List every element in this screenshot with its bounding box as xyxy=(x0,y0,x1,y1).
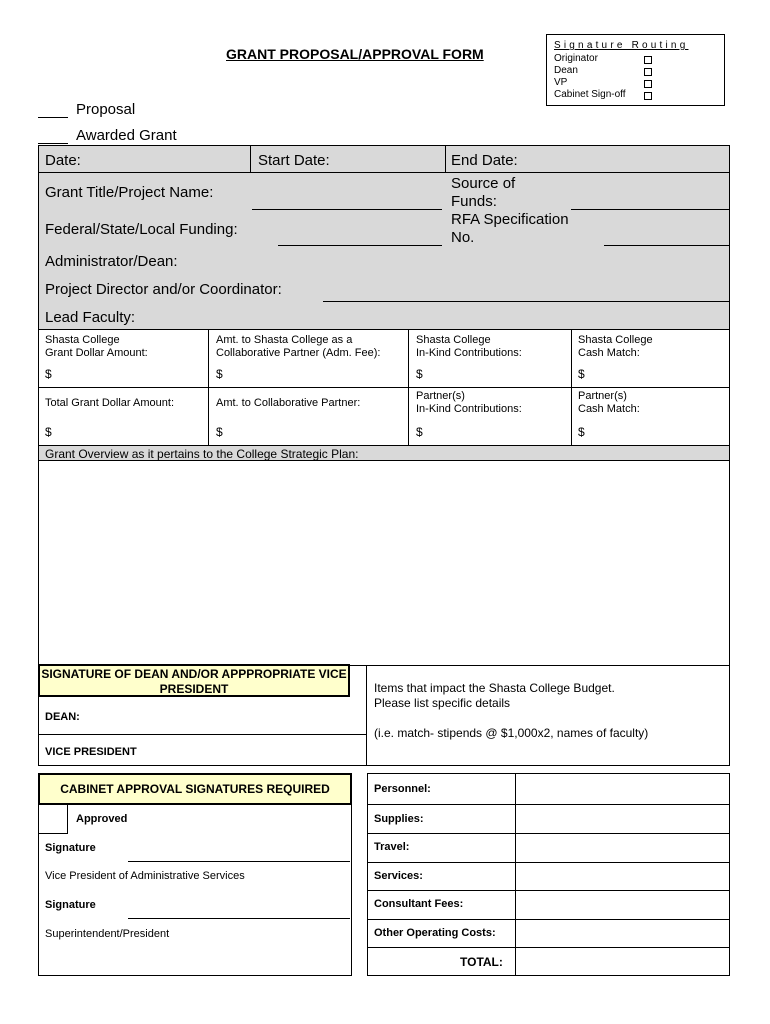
dean-signature-header: SIGNATURE OF DEAN AND/OR APPPROPRIATE VICE PRESIDENT xyxy=(38,664,350,697)
budget-supplies: Supplies: xyxy=(374,813,424,825)
vp-admin-label: Vice President of Administrative Services xyxy=(45,870,245,882)
funding-field[interactable] xyxy=(278,245,442,246)
inkind-label: Shasta College In-Kind Contributions: xyxy=(416,334,522,359)
dean-label: DEAN: xyxy=(45,711,80,723)
dollar-sign[interactable]: $ xyxy=(578,367,585,381)
vp-label: VICE PRESIDENT xyxy=(45,746,137,758)
checkbox-icon[interactable] xyxy=(644,80,652,88)
approved-checkbox[interactable] xyxy=(38,805,68,834)
rfa-label: RFA Specification No. xyxy=(451,211,569,246)
funding-label: Federal/State/Local Funding: xyxy=(45,221,238,238)
date-label: Date: xyxy=(45,152,81,169)
grant-dollar-label: Shasta College Grant Dollar Amount: xyxy=(45,334,148,359)
cabinet-header: CABINET APPROVAL SIGNATURES REQUIRED xyxy=(38,773,352,805)
budget-note-line3: (i.e. match- stipends @ $1,000x2, names of faculty) xyxy=(374,726,649,740)
overview-label: Grant Overview as it pertains to the College Strategic Plan: xyxy=(45,447,359,461)
form-title: GRANT PROPOSAL/APPROVAL FORM xyxy=(226,46,484,62)
admin-dean-label: Administrator/Dean: xyxy=(45,253,178,270)
budget-services: Services: xyxy=(374,870,423,882)
grant-title-label: Grant Title/Project Name: xyxy=(45,184,214,201)
vp-admin-signature-field[interactable] xyxy=(128,861,350,862)
budget-total: TOTAL: xyxy=(460,955,503,969)
source-of-funds-field[interactable] xyxy=(571,209,729,210)
lead-faculty-label: Lead Faculty: xyxy=(45,309,136,326)
collab-partner-label: Amt. to Collaborative Partner: xyxy=(216,397,361,409)
director-field[interactable] xyxy=(323,301,729,302)
cash-match-label: Shasta College Cash Match: xyxy=(578,334,653,359)
signature-routing-box xyxy=(546,34,725,106)
date-row xyxy=(38,145,730,173)
dollar-sign[interactable]: $ xyxy=(416,425,423,439)
adm-fee-label: Amt. to Shasta College as a Collaborative Partner (Adm. Fee): xyxy=(216,334,381,359)
budget-consultant: Consultant Fees: xyxy=(374,898,464,910)
routing-header: Signature Routing xyxy=(554,40,689,51)
director-label: Project Director and/or Coordinator: xyxy=(45,281,282,298)
overview-textarea[interactable] xyxy=(38,461,730,666)
proposal-check-line[interactable] xyxy=(38,117,68,118)
budget-travel: Travel: xyxy=(374,841,410,853)
budget-note-line2: Please list specific details xyxy=(374,696,511,710)
partner-cash-label: Partner(s) Cash Match: xyxy=(578,390,640,415)
routing-cabinet: Cabinet Sign-off xyxy=(554,89,626,100)
total-grant-label: Total Grant Dollar Amount: xyxy=(45,397,175,409)
budget-personnel: Personnel: xyxy=(374,783,431,795)
superintendent-label: Superintendent/President xyxy=(45,928,170,940)
dollar-sign[interactable]: $ xyxy=(578,425,585,439)
routing-dean: Dean xyxy=(554,65,578,76)
dollar-sign[interactable]: $ xyxy=(45,367,52,381)
checkbox-icon[interactable] xyxy=(644,92,652,100)
source-of-funds-label: Source of Funds: xyxy=(451,175,516,210)
budget-note-line1: Items that impact the Shasta College Budget. xyxy=(374,681,615,695)
dean-signature-field[interactable] xyxy=(38,734,366,735)
dollar-sign[interactable]: $ xyxy=(45,425,52,439)
partner-inkind-label: Partner(s) In-Kind Contributions: xyxy=(416,390,522,415)
proposal-label: Proposal xyxy=(76,101,136,118)
dollar-sign[interactable]: $ xyxy=(216,367,223,381)
budget-other: Other Operating Costs: xyxy=(374,927,496,939)
routing-originator: Originator xyxy=(554,53,598,64)
checkbox-icon[interactable] xyxy=(644,56,652,64)
awarded-label: Awarded Grant xyxy=(76,127,177,144)
signature-label: Signature xyxy=(45,842,96,854)
routing-vp: VP xyxy=(554,77,568,88)
superintendent-signature-field[interactable] xyxy=(128,918,350,919)
dollar-sign[interactable]: $ xyxy=(216,425,223,439)
start-date-label: Start Date: xyxy=(258,152,330,169)
checkbox-icon[interactable] xyxy=(644,68,652,76)
end-date-label: End Date: xyxy=(451,152,518,169)
awarded-check-line[interactable] xyxy=(38,143,68,144)
rfa-field[interactable] xyxy=(604,245,729,246)
grant-title-field[interactable] xyxy=(252,209,442,210)
approved-label: Approved xyxy=(76,813,128,825)
signature-label: Signature xyxy=(45,899,96,911)
dollar-sign[interactable]: $ xyxy=(416,367,423,381)
